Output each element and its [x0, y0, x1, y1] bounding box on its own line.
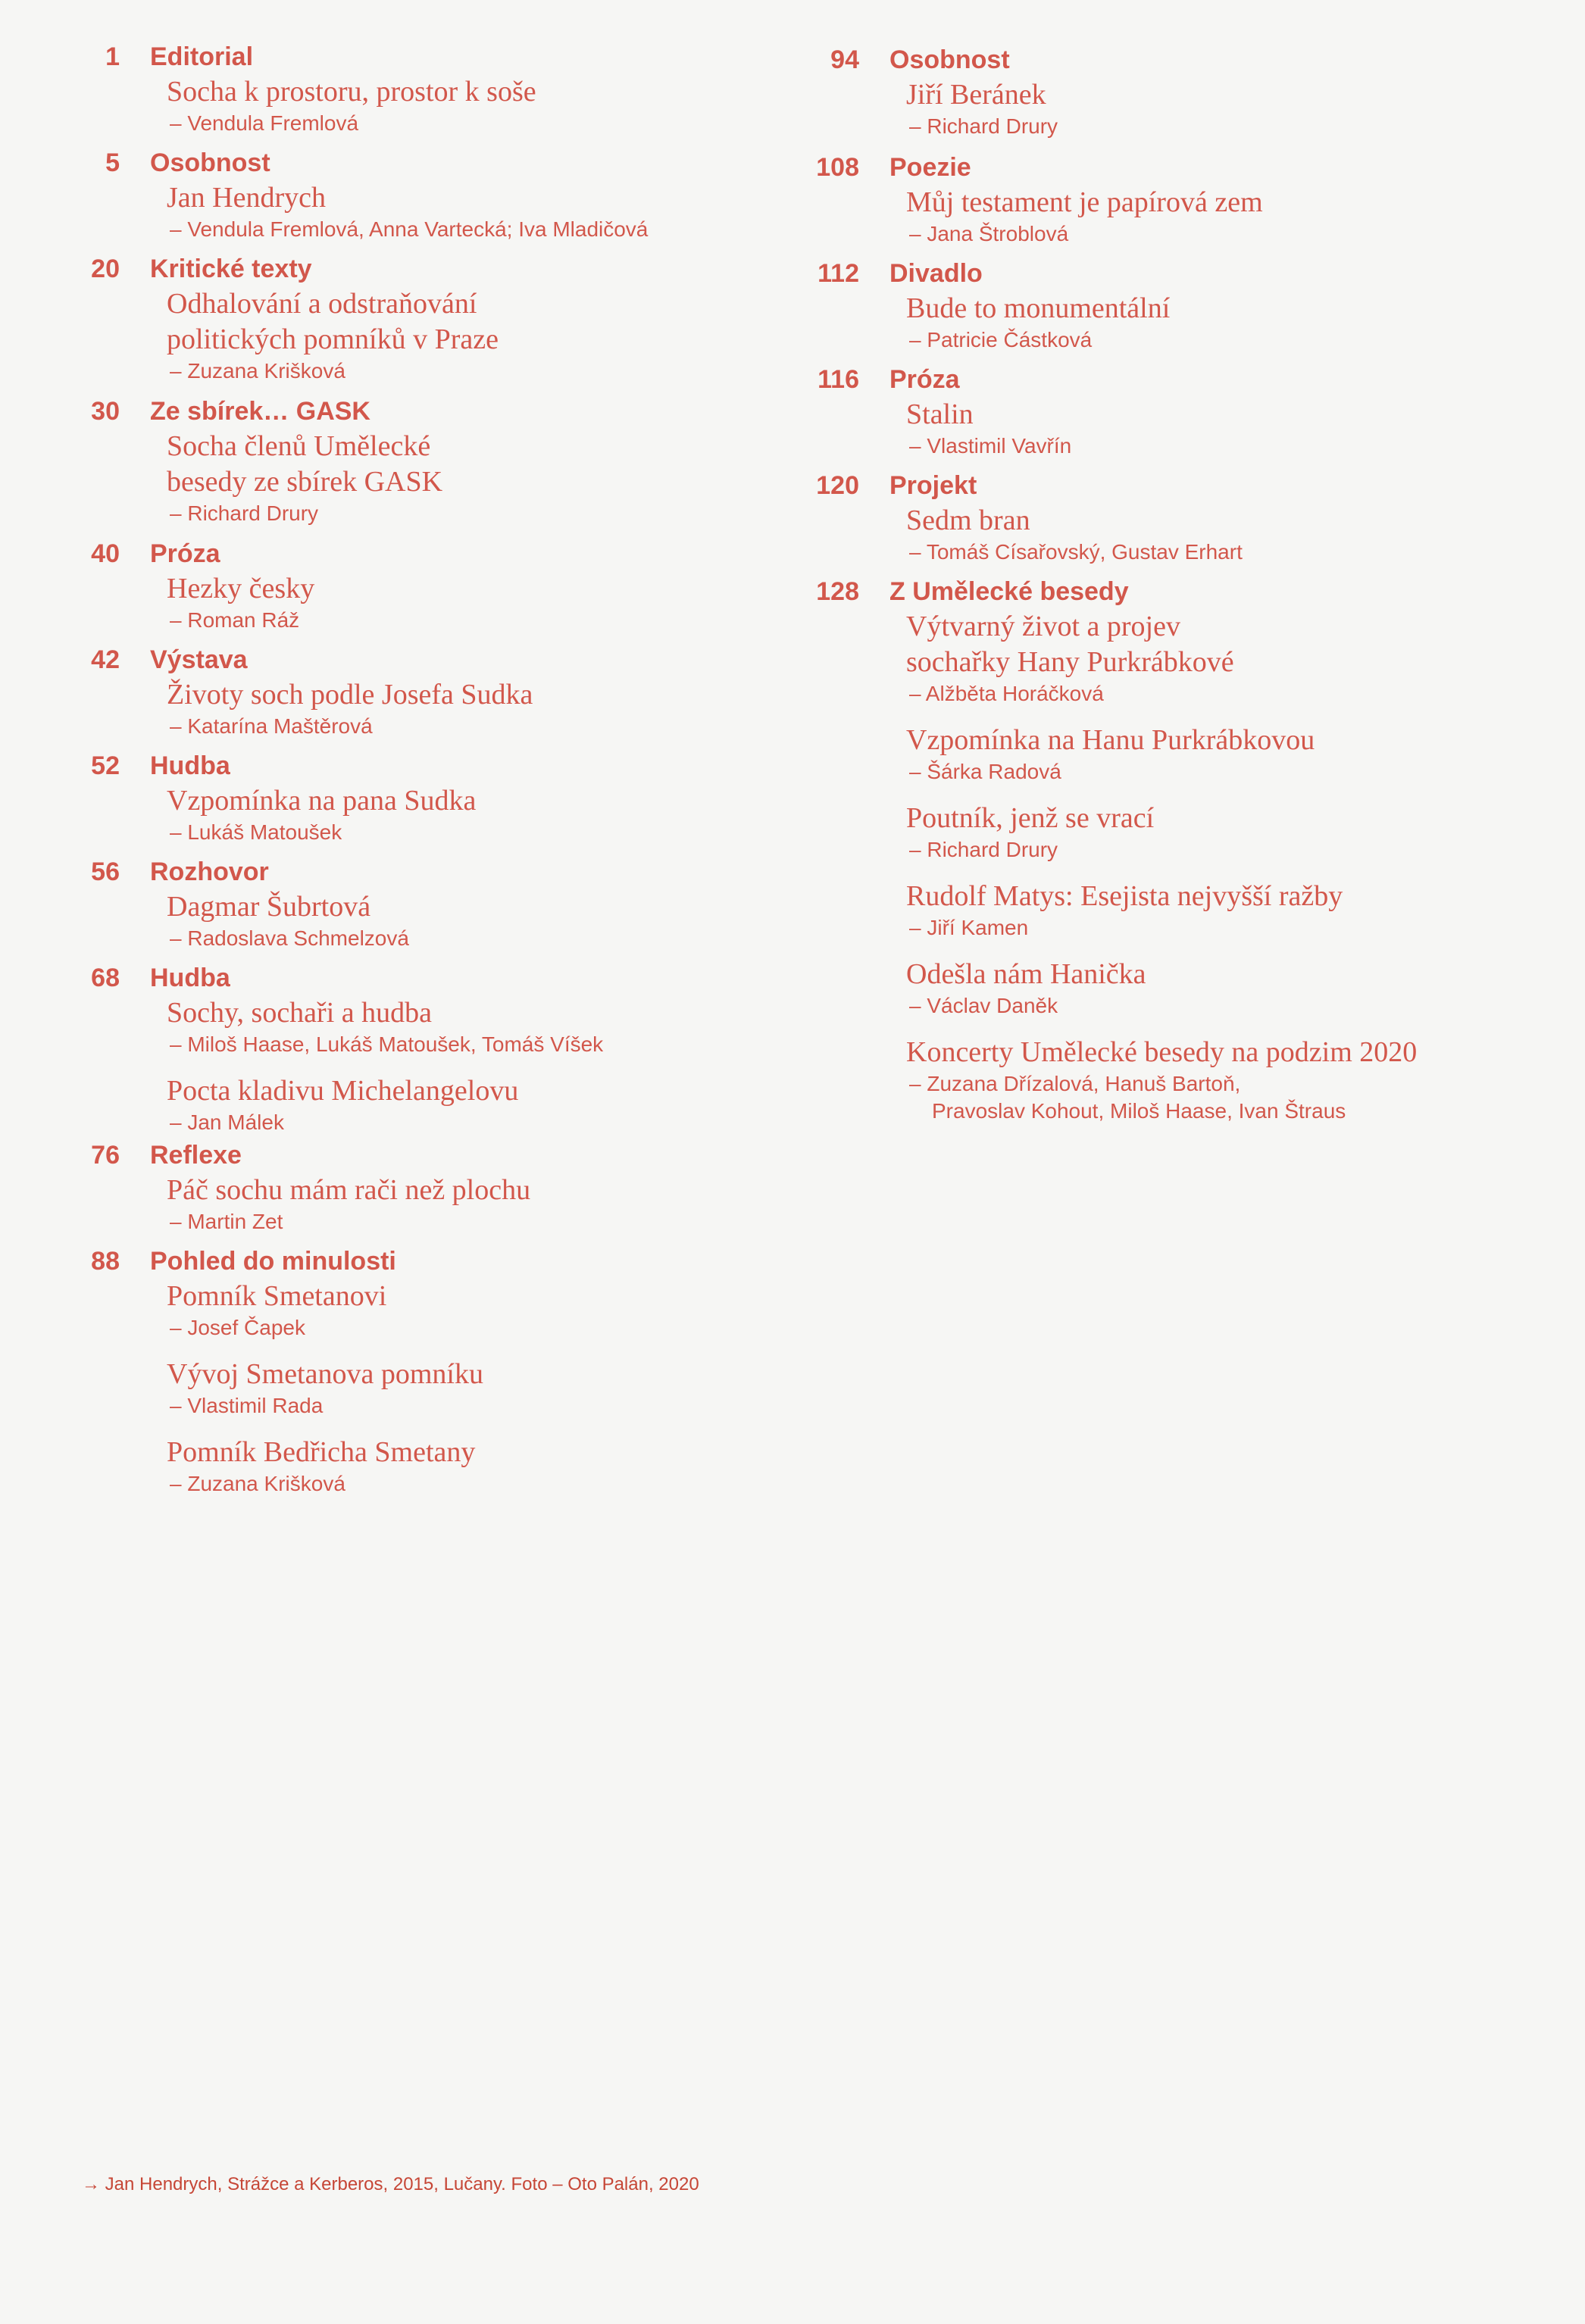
- page-number: 112: [818, 259, 859, 288]
- article-author: – Alžběta Horáčková: [909, 682, 1104, 705]
- article-title: Pomník Bedřicha Smetany: [167, 1436, 476, 1468]
- article-list: [150, 1279, 803, 1498]
- article-entry: [906, 185, 1585, 248]
- article-entry: [906, 723, 1585, 786]
- article-author: – Lukáš Matoušek: [170, 820, 342, 844]
- section-heading: Hudba: [150, 751, 230, 780]
- toc-section: [0, 642, 803, 740]
- page-number: 56: [91, 857, 120, 886]
- toc-section: [788, 42, 1585, 140]
- article-author: – Zuzana Dřízalová, Hanuš Bartoň,: [909, 1072, 1241, 1095]
- article-list: [889, 77, 1585, 140]
- article-title: Jan Hendrych: [167, 182, 326, 214]
- section-heading: Kritické texty: [150, 255, 312, 283]
- article-entry: [167, 1173, 803, 1235]
- section-heading: Ze sbírek… GASK: [150, 397, 370, 426]
- photo-caption: → Jan Hendrych, Strážce a Kerberos, 2015, Lučany. Foto – Oto Palán, 2020: [82, 2174, 699, 2194]
- article-list: [889, 291, 1585, 354]
- toc-section: [0, 536, 803, 634]
- article-entry: [906, 397, 1585, 460]
- article-list: [150, 1173, 803, 1235]
- article-list: [150, 677, 803, 740]
- toc-section: [0, 394, 803, 527]
- article-list: [889, 609, 1585, 1125]
- article-title: Výtvarný život a projev: [906, 611, 1180, 642]
- toc-section: [0, 748, 803, 846]
- page-number: 42: [91, 645, 120, 674]
- article-author: – Zuzana Krišková: [170, 1472, 345, 1495]
- article-title: Pomník Smetanovi: [167, 1280, 387, 1312]
- article-title: Bude to monumentální: [906, 292, 1171, 324]
- article-entry: [167, 74, 803, 137]
- section-heading: Rozhovor: [150, 857, 269, 886]
- toc-section: [0, 1138, 803, 1235]
- section-heading: Výstava: [150, 645, 248, 674]
- section-heading: Osobnost: [889, 45, 1010, 74]
- article-title-cont: politických pomníků v Praze: [167, 323, 499, 355]
- section-heading: Projekt: [889, 471, 977, 500]
- page-number: 76: [91, 1141, 120, 1170]
- article-title: Můj testament je papírová zem: [906, 186, 1263, 218]
- article-entry: [167, 889, 803, 952]
- article-author: – Richard Drury: [170, 501, 319, 525]
- article-author: – Zuzana Krišková: [170, 359, 345, 383]
- toc-section: [0, 854, 803, 952]
- article-author: – Tomáš Císařovský, Gustav Erhart: [909, 540, 1243, 564]
- page-number: 1: [105, 42, 120, 71]
- article-entry: [906, 801, 1585, 864]
- article-title: Sochy, sochaři a hudba: [167, 997, 432, 1029]
- page-number: 88: [91, 1247, 120, 1276]
- article-entry: [906, 957, 1585, 1020]
- article-author: – Vlastimil Rada: [170, 1394, 324, 1417]
- article-entry: [167, 1435, 803, 1498]
- article-title-cont: sochařky Hany Purkrábkové: [906, 646, 1234, 678]
- article-entry: [906, 503, 1585, 566]
- article-author: – Jiří Kamen: [909, 916, 1029, 939]
- section-heading: Próza: [889, 365, 960, 394]
- toc-section: [0, 145, 803, 243]
- article-list: [150, 995, 803, 1136]
- section-heading: Divadlo: [889, 259, 983, 288]
- article-list: [150, 783, 803, 846]
- toc-section: [0, 961, 803, 1136]
- article-author: – Jana Štroblová: [909, 222, 1069, 245]
- page-number: 94: [830, 45, 859, 74]
- article-author: – Katarína Maštěrová: [170, 714, 373, 738]
- article-list: [150, 286, 803, 385]
- toc-section: [788, 150, 1585, 248]
- article-author: – Josef Čapek: [170, 1316, 305, 1339]
- article-list: [150, 571, 803, 634]
- article-author: – Miloš Haase, Lukáš Matoušek, Tomáš Víšek: [170, 1032, 604, 1056]
- article-list: [889, 503, 1585, 566]
- toc-section: [788, 362, 1585, 460]
- article-entry: [906, 879, 1585, 942]
- section-heading: Reflexe: [150, 1141, 242, 1170]
- article-title: Koncerty Umělecké besedy na podzim 2020: [906, 1036, 1418, 1068]
- article-title: Poutník, jenž se vrací: [906, 802, 1155, 834]
- section-heading: Osobnost: [150, 148, 270, 177]
- toc-section: [0, 1244, 803, 1498]
- article-entry: [167, 783, 803, 846]
- page-number: 120: [816, 471, 859, 500]
- article-entry: [167, 286, 803, 385]
- article-author: – Václav Daněk: [909, 994, 1058, 1017]
- article-title: Páč sochu mám rači než plochu: [167, 1174, 531, 1206]
- article-title: Stalin: [906, 398, 974, 430]
- page-number: 128: [816, 577, 859, 606]
- page-number: 108: [816, 153, 859, 182]
- article-author: – Vendula Fremlová, Anna Vartecká; Iva Mladičová: [170, 217, 649, 241]
- page-number: 116: [818, 365, 859, 394]
- article-entry: [906, 609, 1585, 708]
- page-number: 5: [105, 148, 120, 177]
- article-list: [889, 397, 1585, 460]
- section-heading: Editorial: [150, 42, 254, 71]
- section-heading: Poezie: [889, 153, 971, 182]
- article-entry: [167, 995, 803, 1058]
- toc-section: [788, 256, 1585, 354]
- toc-section: [0, 39, 803, 137]
- article-author: – Vendula Fremlová: [170, 111, 359, 135]
- article-entry: [906, 291, 1585, 354]
- article-entry: [906, 1035, 1585, 1125]
- article-list: [150, 429, 803, 527]
- article-title: Vzpomínka na pana Sudka: [167, 785, 477, 817]
- article-list: [889, 185, 1585, 248]
- article-title: Jiří Beránek: [906, 79, 1046, 111]
- article-title: Životy soch podle Josefa Sudka: [167, 679, 533, 711]
- toc-section: [0, 251, 803, 385]
- article-author: – Šárka Radová: [909, 760, 1061, 783]
- article-entry: [167, 677, 803, 740]
- article-entry: [167, 429, 803, 527]
- article-list: [150, 74, 803, 137]
- page-number: 40: [91, 539, 120, 568]
- article-author-cont: Pravoslav Kohout, Miloš Haase, Ivan Štraus: [932, 1099, 1346, 1123]
- article-entry: [167, 1279, 803, 1342]
- article-title: Sedm bran: [906, 504, 1030, 536]
- section-heading: Pohled do minulosti: [150, 1247, 396, 1276]
- article-list: [150, 180, 803, 243]
- toc-section: [788, 468, 1585, 566]
- article-title-cont: besedy ze sbírek GASK: [167, 466, 443, 498]
- section-heading: Z Umělecké besedy: [889, 577, 1129, 606]
- article-title: Socha členů Umělecké: [167, 430, 431, 462]
- article-entry: [167, 180, 803, 243]
- article-entry: [167, 1357, 803, 1420]
- article-entry: [167, 1073, 803, 1136]
- article-author: – Vlastimil Vavřín: [909, 434, 1072, 458]
- article-title: Vzpomínka na Hanu Purkrábkovou: [906, 724, 1315, 756]
- article-list: [150, 889, 803, 952]
- toc-section: [788, 574, 1585, 1125]
- section-heading: Próza: [150, 539, 220, 568]
- section-heading: Hudba: [150, 964, 230, 992]
- article-title: Socha k prostoru, prostor k soše: [167, 76, 536, 108]
- page-number: 20: [91, 255, 120, 283]
- article-author: – Richard Drury: [909, 114, 1058, 138]
- article-entry: [906, 77, 1585, 140]
- article-title: Rudolf Matys: Esejista nejvyšší ražby: [906, 880, 1343, 912]
- article-author: – Martin Zet: [170, 1210, 283, 1233]
- page-number: 52: [91, 751, 120, 780]
- article-title: Hezky česky: [167, 573, 315, 604]
- article-title: Pocta kladivu Michelangelovu: [167, 1075, 519, 1107]
- article-title: Odhalování a odstraňování: [167, 288, 477, 320]
- article-title: Vývoj Smetanova pomníku: [167, 1358, 483, 1390]
- article-author: – Richard Drury: [909, 838, 1058, 861]
- article-author: – Roman Ráž: [170, 608, 300, 632]
- article-author: – Radoslava Schmelzová: [170, 926, 409, 950]
- page-number: 68: [91, 964, 120, 992]
- page-number: 30: [91, 397, 120, 426]
- article-author: – Jan Málek: [170, 1110, 284, 1134]
- article-title: Odešla nám Hanička: [906, 958, 1146, 990]
- article-entry: [167, 571, 803, 634]
- article-title: Dagmar Šubrtová: [167, 891, 371, 923]
- article-author: – Patricie Částková: [909, 328, 1093, 351]
